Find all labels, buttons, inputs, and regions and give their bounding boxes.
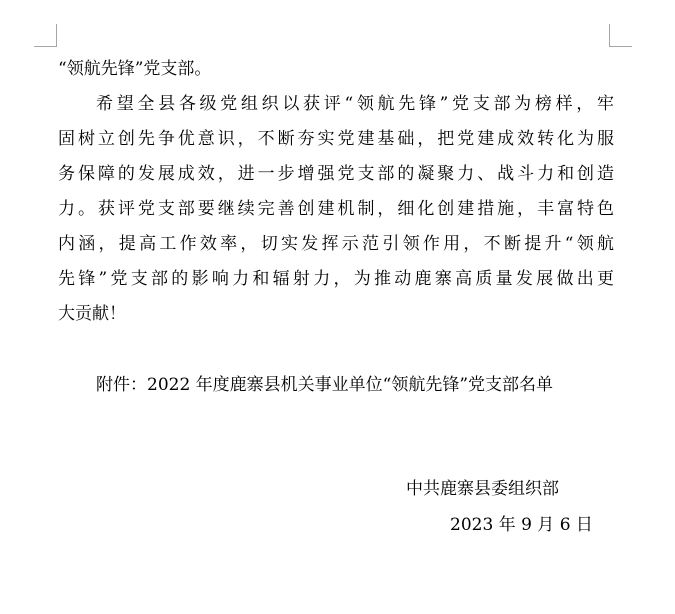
signature-date: 2023 年 9 月 6 日 xyxy=(450,515,593,535)
document-body xyxy=(58,52,614,332)
paragraph-line: 希望全县各级党组织以获评“领航先锋”党支部为榜样，牢 xyxy=(96,94,614,114)
signature-organization: 中共鹿寨县委组织部 xyxy=(406,479,559,499)
paragraph-line: 内涵，提高工作效率，切实发挥示范引领作用，不断提升“领航 xyxy=(58,234,614,254)
paragraph-line: “领航先锋”党支部。 xyxy=(58,59,212,79)
paragraph-line: 大贡献！ xyxy=(58,304,126,324)
paragraph-line: 力。获评党支部要继续完善创建机制，细化创建措施，丰富特色 xyxy=(58,199,614,219)
paragraph-line: 固树立创先争优意识，不断夯实党建基础，把党建成效转化为服 xyxy=(58,129,614,149)
attachment-line: 附件：2022 年度鹿寨县机关事业单位“领航先锋”党支部名单 xyxy=(96,375,554,395)
paragraph-line: 务保障的发展成效，进一步增强党支部的凝聚力、战斗力和创造 xyxy=(58,164,614,184)
paragraph-line: 先锋”党支部的影响力和辐射力，为推动鹿寨高质量发展做出更 xyxy=(58,269,614,289)
page-corner-mark-top-right xyxy=(609,24,632,47)
page-corner-mark-top-left xyxy=(34,24,57,47)
